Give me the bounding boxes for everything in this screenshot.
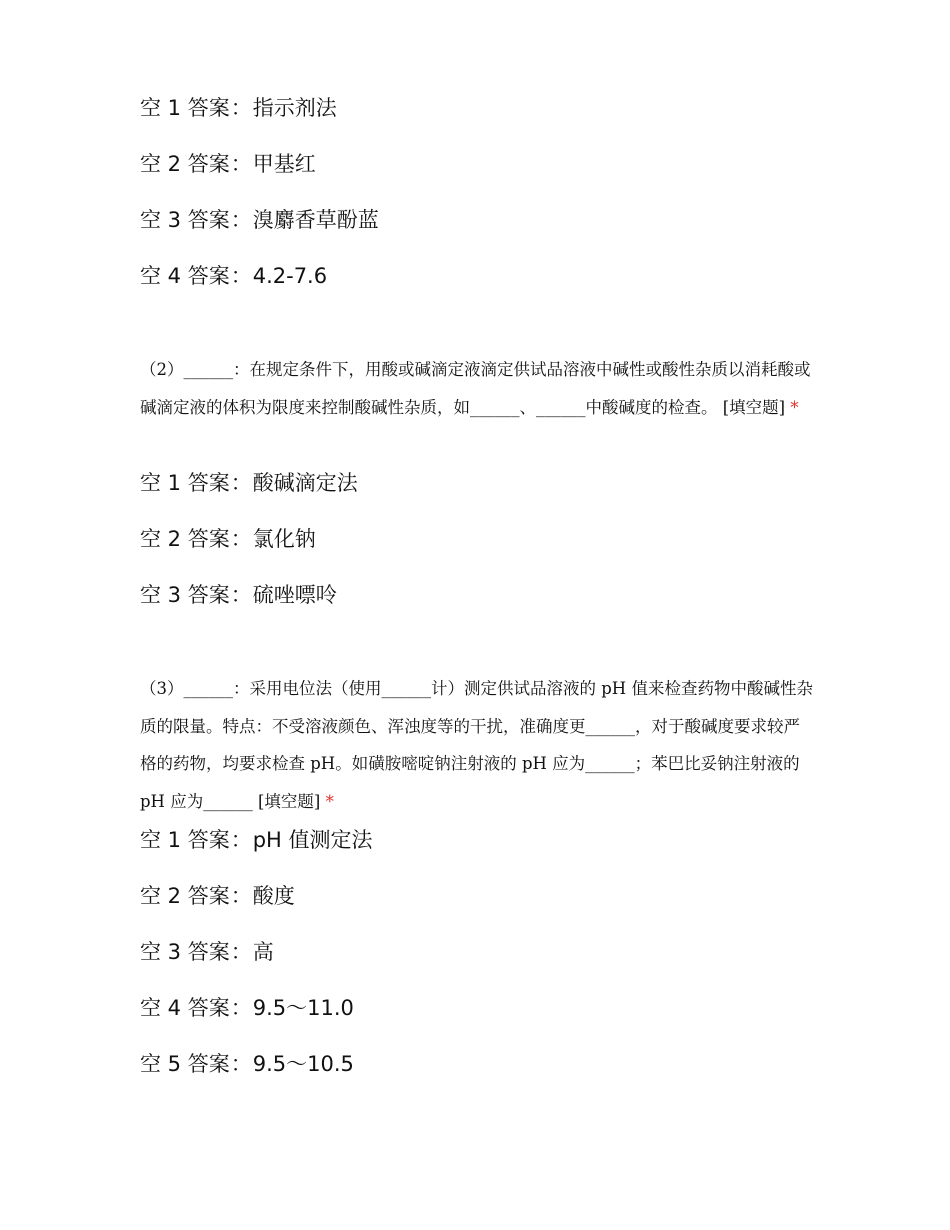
answer-line — [140, 1050, 354, 1078]
answer-value: 甲基红 — [252, 152, 316, 176]
answer-separator: ： — [230, 96, 252, 120]
answer-separator: ： — [230, 1052, 252, 1076]
question-2-body: （2）______：在规定条件下，用酸或碱滴定液滴定供试品溶液中碱性或酸性杂质以消耗酸或碱滴定液的体积为限度来控制酸碱性杂质，如______、______中酸碱度的检查。 [填空题] — [140, 360, 811, 417]
answer-label: 空 1 答案 — [140, 828, 230, 852]
answer-value: 溴麝香草酚蓝 — [252, 208, 379, 232]
answer-separator: ： — [230, 264, 252, 288]
answer-line — [140, 150, 316, 178]
answer-value: 硫唑嘌呤 — [252, 583, 337, 607]
answer-separator: ： — [230, 527, 252, 551]
answer-line — [140, 262, 327, 290]
required-mark: * — [325, 791, 334, 811]
answer-label: 空 4 答案 — [140, 264, 230, 288]
answer-line — [140, 206, 379, 234]
answer-value: 指示剂法 — [252, 96, 337, 120]
answer-label: 空 2 答案 — [140, 884, 230, 908]
answer-value: 氯化钠 — [252, 527, 316, 551]
answer-separator: ： — [230, 152, 252, 176]
answer-separator: ： — [230, 884, 252, 908]
answer-label: 空 3 答案 — [140, 208, 230, 232]
answer-label: 空 3 答案 — [140, 940, 230, 964]
answer-separator: ： — [230, 471, 252, 495]
answer-separator: ： — [230, 583, 252, 607]
question-3-body: （3）______：采用电位法（使用______计）测定供试品溶液的 pH 值来检查药物中酸碱性杂质的限量。特点：不受溶液颜色、浑浊度等的干扰，准确度更______，对于酸碱度要求较严格的药物，均要求检查 pH。如磺胺嘧啶钠注射液的 pH 应为______；苯巴比妥钠注射液的 pH 应为______ [填空题] — [140, 679, 813, 811]
answer-line — [140, 994, 354, 1022]
answer-value: 4.2-7.6 — [252, 264, 328, 288]
answer-value: 酸碱滴定法 — [252, 471, 358, 495]
answer-value: 酸度 — [252, 884, 295, 908]
answer-value: 9.5～10.5 — [252, 1052, 354, 1076]
answer-line — [140, 525, 316, 553]
answer-separator: ： — [230, 208, 252, 232]
answer-label: 空 3 答案 — [140, 583, 230, 607]
answer-value: 高 — [252, 940, 274, 964]
answer-line — [140, 469, 358, 497]
question-2-text — [140, 351, 815, 426]
answer-separator: ： — [230, 996, 252, 1020]
answer-separator: ： — [230, 828, 252, 852]
answer-line — [140, 938, 274, 966]
answer-label: 空 4 答案 — [140, 996, 230, 1020]
answer-value: pH 值测定法 — [252, 828, 373, 852]
answer-label: 空 5 答案 — [140, 1052, 230, 1076]
question-3-text — [140, 670, 815, 820]
answer-label: 空 2 答案 — [140, 152, 230, 176]
answer-label: 空 1 答案 — [140, 471, 230, 495]
required-mark: * — [790, 397, 799, 417]
answer-line — [140, 94, 337, 122]
answer-separator: ： — [230, 940, 252, 964]
answer-line — [140, 826, 373, 854]
answer-line — [140, 882, 295, 910]
answer-label: 空 2 答案 — [140, 527, 230, 551]
answer-line — [140, 581, 337, 609]
answer-value: 9.5～11.0 — [252, 996, 354, 1020]
answer-label: 空 1 答案 — [140, 96, 230, 120]
